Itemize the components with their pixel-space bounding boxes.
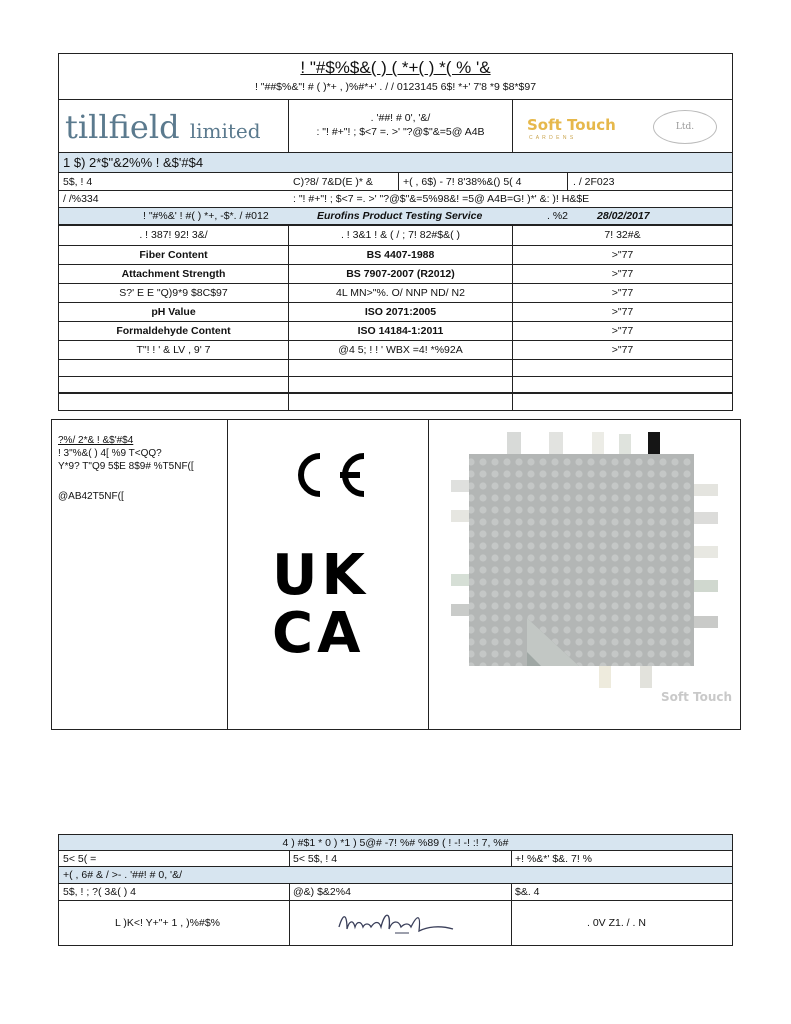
test-standard-cell: [289, 394, 513, 411]
panel-left-line4: @AB42T5NF([: [58, 491, 124, 502]
document-title: ! "#$%$&( ) ( *+( ) *( % '&: [300, 58, 491, 77]
footer-row-1: [59, 851, 732, 867]
footer-row-4: [59, 901, 732, 945]
header-mid-cell: [289, 100, 513, 153]
info-row-1-col1: 5$, ! 4: [63, 176, 93, 188]
test-result-cell: [513, 377, 733, 394]
test-item-cell: pH Value: [59, 303, 289, 322]
document-subtitle: ! "##$%&"! # ( )*+ , )%#*+' . / / 0123145 6$! *+' 7'8 *9 $8*$97: [254, 81, 537, 93]
footer-row-4-col1: L )K<! Y+"+ 1 , )%#$%: [115, 917, 220, 929]
product-photo: [429, 420, 740, 729]
ukca-mark: [272, 543, 392, 666]
product-info-cell: [52, 420, 228, 729]
header-mid-line2: : "! #+"! ; $<7 =. >' "?@$"&=5@ A4B: [316, 126, 485, 138]
test-item-cell: Formaldehyde Content: [59, 322, 289, 341]
product-photo-cell: [429, 420, 740, 729]
footer-row-1-col2: 5< 5$, ! 4: [293, 853, 338, 865]
lab-row-date-label: . %2: [547, 210, 569, 222]
test-row: [59, 322, 733, 341]
test-standard-cell: [289, 377, 513, 394]
divider: [567, 173, 568, 191]
info-row-2-col2: : "! #+"! ; $<7 =. >' "?@$"&=5%98&! =5@ A4B=G! )*' &: )! H&$E: [293, 193, 590, 205]
test-row: [59, 284, 733, 303]
test-standard-cell: ISO 2071:2005: [289, 303, 513, 322]
ce-mark-icon: [280, 450, 370, 500]
test-row: [59, 303, 733, 322]
product-brand-watermark: Soft Touch: [661, 690, 733, 704]
product-panel: [51, 419, 741, 730]
test-row: [59, 246, 733, 265]
divider: [511, 851, 512, 867]
footer-row-1-col3: +! %&*' $&. 7! %: [515, 853, 593, 865]
info-row-2-col1: / /%334: [63, 193, 99, 205]
ukca-mark-line1: UK: [272, 543, 369, 608]
test-standard-cell: 4L MN>"%. O/ NNP ND/ N2: [289, 284, 513, 303]
test-standard-cell: BS 4407-1988: [289, 246, 513, 265]
test-result-cell: >"77: [513, 246, 733, 265]
footer-table: [58, 834, 733, 946]
footer-title-band: [59, 835, 732, 851]
test-result-cell: >"77: [513, 322, 733, 341]
divider: [289, 901, 290, 945]
footer-row-3-col2: @&) $&2%4: [293, 886, 351, 898]
footer-row-1-col1: 5< 5( =: [63, 853, 97, 865]
test-standard-cell: BS 7907-2007 (R2012): [289, 265, 513, 284]
test-item-cell: [59, 360, 289, 377]
footer-row-4-col3: . 0V Z1. / . N: [587, 917, 646, 929]
test-item-cell: [59, 394, 289, 411]
footer-title: 4 ) #$1 * 0 ) *1 ) 5@# -7! %# %89 ( ! -! -! :! 7, %#: [282, 837, 509, 849]
test-standard-cell: ISO 14184-1:2011: [289, 322, 513, 341]
test-result-cell: >"77: [513, 341, 733, 360]
test-result-cell: >"77: [513, 284, 733, 303]
test-standard-cell: [289, 360, 513, 377]
divider: [398, 173, 399, 191]
report-date: 28/02/2017: [597, 210, 650, 222]
soft-touch-logo: Soft Touch: [527, 116, 616, 134]
test-result-cell: [513, 360, 733, 377]
test-row: [59, 341, 733, 360]
certificate-table: [58, 53, 733, 393]
test-item-cell: [59, 377, 289, 394]
signature-image: [335, 907, 465, 939]
test-row: [59, 360, 733, 377]
ukca-mark-line2: CA: [272, 601, 365, 666]
footer-row-2: [59, 867, 732, 884]
test-header-standard: . ! 3&1 ! & ( / ; 7! 82#$&( ): [289, 226, 513, 246]
test-standard-cell: @4 5; ! ! ' WBX =4! *%92A: [289, 341, 513, 360]
test-results-table: [58, 225, 733, 411]
lab-row: [59, 208, 732, 225]
info-row-1: [59, 173, 732, 191]
logo-row: [59, 100, 732, 153]
footer-row-3-col3: $&. 4: [515, 886, 540, 898]
test-item-cell: T"! ! ' & LV , 9' 7: [59, 341, 289, 360]
test-row: [59, 265, 733, 284]
test-header-row: [59, 226, 733, 246]
tillfield-logo: tillfield limited: [65, 108, 261, 146]
divider: [511, 901, 512, 945]
ltd-badge-logo: [653, 110, 717, 144]
ltd-badge-text: Ltd.: [675, 122, 695, 132]
divider: [289, 851, 290, 867]
test-result-cell: >"77: [513, 303, 733, 322]
header-mid-line1: . '##! # 0', '&/: [370, 112, 431, 124]
panel-left-line2: ! 3"%&( ) 4[ %9 T<QQ?: [58, 448, 162, 459]
section-title-band: [59, 153, 732, 173]
info-row-1-col3: +( , 6$) - 7! 8'38%&() 5( 4: [403, 176, 522, 188]
footer-row-3-col1: 5$, ! ; ?( 3&( ) 4: [63, 886, 136, 898]
company-logo-cell: [59, 100, 289, 153]
certification-marks-cell: [228, 420, 429, 729]
lab-row-label: ! "#%&' ! #( ) *+, -$*. / #012: [143, 210, 269, 222]
info-row-1-col4: . / 2F023: [573, 176, 615, 188]
brand-logo-cell: [513, 100, 732, 153]
section-title: 1 $) 2*$"&2%% ! &$'#$4: [63, 155, 204, 170]
footer-row-2-text: +( , 6# & / >- . '##! # 0, '&/: [63, 869, 182, 881]
test-result-cell: >"77: [513, 265, 733, 284]
divider: [289, 884, 290, 901]
panel-left-line3: Y*9? T"Q9 5$E 8$9# %T5NF([: [58, 461, 194, 472]
test-header-item: . ! 387! 92! 3&/: [59, 226, 289, 246]
brand-tagline: C A R D E N S: [529, 135, 575, 141]
divider: [511, 884, 512, 901]
test-row: [59, 394, 733, 411]
title-block: [59, 54, 732, 100]
info-row-2: [59, 191, 732, 208]
test-item-cell: Attachment Strength: [59, 265, 289, 284]
test-header-result: 7! 32#&: [513, 226, 733, 246]
panel-left-line1: ?%/ 2*& ! &$'#$4: [58, 435, 134, 446]
test-item-cell: S?' E E "Q)9*9 $8C$97: [59, 284, 289, 303]
test-result-cell: [513, 394, 733, 411]
lab-name: Eurofins Product Testing Service: [317, 210, 483, 222]
test-item-cell: Fiber Content: [59, 246, 289, 265]
info-row-1-col2: C)?8/ 7&D(E )* &: [293, 176, 373, 188]
footer-row-3: [59, 884, 732, 901]
test-row: [59, 377, 733, 394]
